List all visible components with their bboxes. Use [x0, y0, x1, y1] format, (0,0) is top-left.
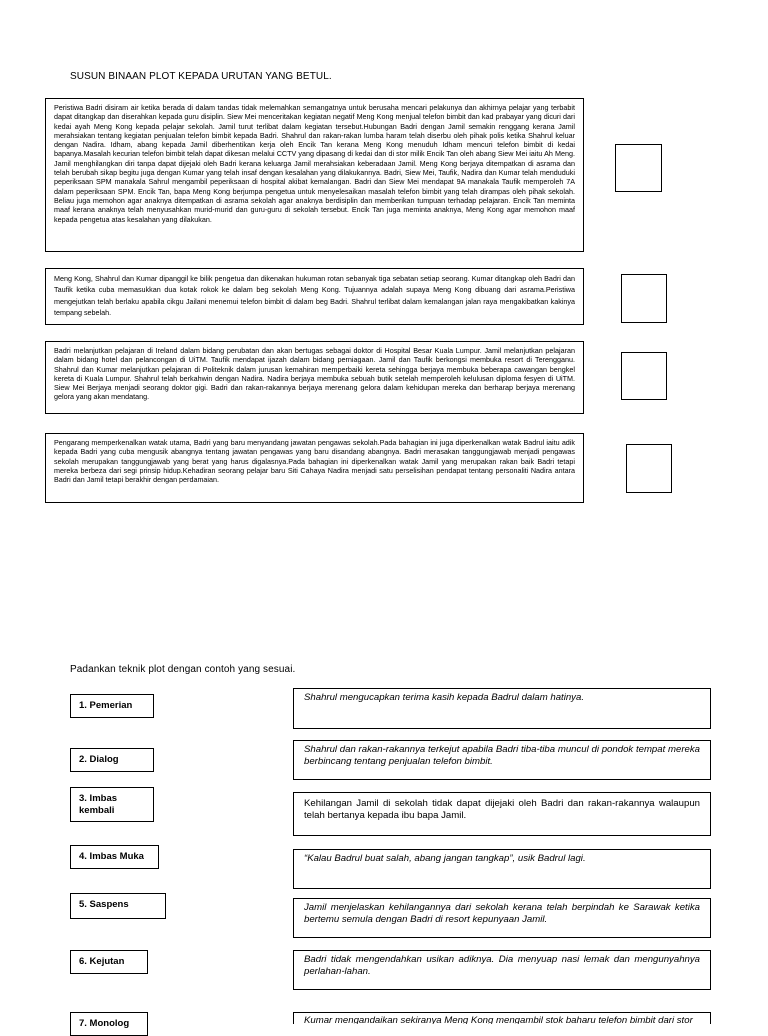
technique-pemerian[interactable] — [70, 694, 154, 718]
section1-title: SUSUN BINAAN PLOT KEPADA URUTAN YANG BETUL. — [70, 71, 332, 82]
answer-box-2[interactable] — [621, 274, 667, 323]
example-2[interactable]: Shahrul dan rakan-rakannya terkejut apabila Badri tiba-tiba muncul di pondok tempat mereka berbincang tentang penjualan telefon bimbit. — [293, 740, 711, 780]
technique-dialog[interactable] — [70, 748, 154, 772]
answer-box-4[interactable] — [626, 444, 672, 493]
technique-imbas-muka[interactable] — [70, 845, 159, 869]
example-6[interactable]: Badri tidak mengendahkan usikan adiknya. Dia menyuap nasi lemak dan mengunyahnya perlahan-lahan. — [293, 950, 711, 990]
technique-label: 4. Imbas Muka — [79, 851, 144, 862]
plot-paragraph-2: Meng Kong, Shahrul dan Kumar dipanggil ke bilik pengetua dan dikenakan hukuman rotan sebanyak tiga sebatan setiap seorang. Kumar ditangkap oleh Badri dan Taufik ketika cuba memasukkan dua kotak rokok ke dalam beg sekolah Meng Kong. Tujuannya adalah supaya Meng Kong dibuang dari asrama.Peristiwa mengejutkan telah berlaku apabila cikgu Jailani menemui telefon bimbit di dalam beg Badri. Shahrul terlibat dalam kemalangan jalan raya mengakibatkan kakinya tempang sebelah. — [45, 268, 584, 325]
example-1[interactable]: Shahrul mengucapkan terima kasih kepada Badrul dalam hatinya. — [293, 688, 711, 729]
example-7[interactable]: Kumar mengandaikan sekiranya Meng Kong mengambil stok baharu telefon bimbit dari stor — [293, 1012, 711, 1024]
plot-paragraph-1: Peristiwa Badri disiram air ketika berada di dalam tandas tidak melemahkan semangatnya untuk berusaha mencari pelakunya dan akhirnya pelajar yang terbabit dapat ditangkap dan diserahkan kepada guru disiplin. Siew Mei menceritakan kegiatan negatif Meng Kong menjual telefon bimbit dan kad prabayar yang dicuri dari kedai ayah Meng Kong kepada pelajar sekolah. Jamil turut terlibat dalam kegiatan tersebut.Hubungan Badri dengan Jamil semakin renggang kerana Jamil merahsiakan tentang kegiatan penjualan telefon bimbit kepada Badri. Shahrul dan rakan-rakan lumba haram telah diserbu oleh pihak polis ketika Shahrul keluar dengan Nadira. Idham, abang kepada Jamil diberhentikan kerja oleh Encik Tan kerana Meng Kong menuduh Idham mencuri telefon bimbit di kedai bapanya.Masalah kecurian telefon bimbit telah dapat dikesan melalui CCTV yang dipasang di kedai dan di stor milik Encik Tan oleh abang Siew Mei iaitu Ah Meng. Jamil menghilangkan diri tanpa dapat dijejaki oleh Badri kerana keluarga Jamil merahsiakan keberadaan Jamil. Meng Kong berjaya ditempatkan di asrama dan telah berubah sikap begitu juga dengan Kumar yang telah insaf dengan kesalahan yang dilakukannya. Badri, Siew Mei, Taufik, Nadira dan Kumar telah menduduki peperiksaan SPM manakala Sahrul mengambil peperiksaan di hospital akibat kemalangan. Badri dan Siew Mei mendapat 9A manakala Taufik memperoleh 7A dalam peperiksaan SPM. Encik Tan, bapa Meng Kong berjumpa pengetua untuk menyelesaikan masalah telefon bimbit yang telah dirampas oleh pihak sekolah. Beliau juga memohon agar anaknya ditempatkan di asrama sekolah agar anaknya berdisiplin dan memberikan tumpuan terhadap pelajaran. Encik Tan meminta maaf kerana anaknya telah menyusahkan murid-murid dan guru-guru di sekolah tersebut. Encik Tan juga meminta anaknya, Meng Kong agar memohon maaf kepada pengetua atas kesalahan yang dilakukan. — [45, 98, 584, 252]
example-4[interactable]: “Kalau Badrul buat salah, abang jangan tangkap”, usik Badrul lagi. — [293, 849, 711, 889]
technique-imbas-kembali[interactable] — [70, 787, 154, 822]
answer-box-1[interactable] — [615, 144, 662, 192]
section2-title: Padankan teknik plot dengan contoh yang sesuai. — [70, 664, 296, 675]
technique-label: 7. Monolog — [79, 1018, 130, 1029]
plot-paragraph-3: Badri melanjutkan pelajaran di Ireland dalam bidang perubatan dan akan bertugas sebagai doktor di Hospital Besar Kuala Lumpur. Jamil melanjutkan pelajaran dalam bidang hotel dan pelancongan di UiTM. Taufik mendapat ijazah dalam bidang perniagaan. Jamil dan Taufik berkongsi membuka resort di Terengganu. Shahrul dan Kumar melanjutkan pelajaran di Politeknik dalam jurusan kemahiran memperbaiki kereta sehingga berjaya membuka beberapa cawangan bengkel kereta di Kuala Lumpur. Shahrul telah berkahwin dengan Nadira. Nadira berjaya membuka sebuah butik setelah memperoleh kelulusan diploma fesyen di UiTM. Siew Mei Berjaya menjadi seorang doktor gigi. Badri dan rakan-rakannya berjaya merenang gelora dalam kehidupan mereka dan berharap berjaya merenang gelora yang akan mendatang. — [45, 341, 584, 414]
technique-kejutan[interactable] — [70, 950, 148, 974]
technique-label: 1. Pemerian — [79, 700, 133, 711]
technique-label: 5. Saspens — [79, 899, 129, 910]
example-3[interactable]: Kehilangan Jamil di sekolah tidak dapat dijejaki oleh Badri dan rakan-rakannya walaupun telah bertanya kepada ibu bapa Jamil. — [293, 792, 711, 836]
technique-label: 2. Dialog — [79, 754, 119, 765]
technique-label: 6. Kejutan — [79, 956, 125, 967]
example-5[interactable]: Jamil menjelaskan kehilangannya dari sekolah kerana telah berpindah ke Sarawak ketika bertemu semula dengan Badri di resort kepunyaan Jamil. — [293, 898, 711, 938]
answer-box-3[interactable] — [621, 352, 667, 400]
technique-saspens[interactable] — [70, 893, 166, 919]
technique-label: 3. Imbas kembali — [79, 792, 118, 816]
technique-monolog[interactable] — [70, 1012, 148, 1036]
plot-paragraph-4: Pengarang memperkenalkan watak utama, Badri yang baru menyandang jawatan pengawas sekolah.Pada bahagian ini juga diperkenalkan watak Badrul iaitu adik kepada Badri yang cuba mengusik abangnya tentang jawatan pengawas yang baru disandang abangnya. Badri merasakan tanggungjawab menjadi pengawas sekolah merupakan tanggungjawab yang berat yang harus digalasnya.Pada bahagian ini diperkenalkan watak Jamil yang merupakan rakan baik Badri tetapi mereka berbeza dari segi prinsip hidup.Kehadiran seorang pelajar baru Siti Cahaya Nadira menjadi satu perselisihan pendapat tentang personaliti Nadira antara Badri dan Jamil tetapi berakhir dengan perdamaian. — [45, 433, 584, 503]
